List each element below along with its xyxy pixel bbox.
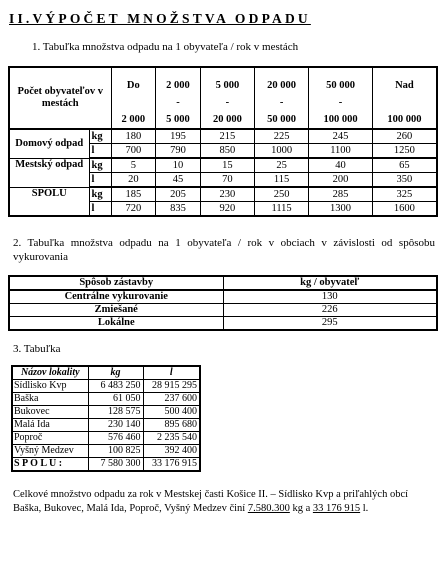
unit-cell: l — [89, 202, 111, 217]
value-cell: 215 — [200, 129, 254, 144]
l-value: 2 235 540 — [143, 432, 200, 445]
table-row — [12, 419, 200, 432]
l-value: 392 400 — [143, 445, 200, 458]
col-bottom: 100 000 — [323, 114, 358, 125]
value-cell: 225 — [254, 129, 308, 144]
locality-name: Sídlisko Kvp — [12, 380, 88, 393]
header-col-3 — [200, 67, 254, 129]
l-value: 500 400 — [143, 406, 200, 419]
row-label: Centrálne vykurovanie — [9, 290, 223, 304]
kg-value: 576 460 — [88, 432, 143, 445]
conclusion-text: Celkové množstvo odpadu za rok v Mestskej časti Košice II. – Sídlisko Kvp a priľahlých obcí Baška, Bukovec, Malá Ida, Poproč, Vyšný Medzev činí — [13, 489, 409, 514]
document-title: II.VÝPOČET MNOŽSTVA ODPADU — [9, 11, 311, 26]
table-waste-by-locality — [11, 365, 201, 472]
table-row — [12, 445, 200, 458]
value-cell: 1100 — [309, 144, 373, 159]
table-header-row — [9, 276, 437, 290]
row-group-label: Domový odpad — [9, 129, 89, 158]
row-label: Lokálne — [9, 317, 223, 331]
unit-cell: kg — [89, 158, 111, 173]
value-cell: 1000 — [254, 144, 308, 159]
header-label-cell — [9, 67, 111, 129]
col-top: 50 000 — [326, 80, 355, 91]
value-cell: 1250 — [372, 144, 437, 159]
value-cell: 185 — [111, 187, 156, 202]
conclusion-kg-unit: kg a — [289, 503, 313, 514]
value-cell: 1300 — [309, 202, 373, 217]
locality-name: Vyšný Medzev — [12, 445, 88, 458]
section-2-heading: 2. Tabuľka množstva odpadu na 1 obyvateľa / rok v obciach v závislosti od spôsobu vykurovania — [13, 237, 435, 263]
value-cell: 700 — [111, 144, 156, 159]
value-cell: 5 — [111, 158, 156, 173]
table-header-row — [12, 366, 200, 380]
table-waste-per-capita-cities — [8, 66, 438, 217]
col-top: 5 000 — [215, 80, 240, 91]
value-cell: 195 — [156, 129, 201, 144]
value-cell: 250 — [254, 187, 308, 202]
value-cell: 70 — [200, 173, 254, 188]
table-waste-by-heating — [8, 275, 438, 331]
table-row — [12, 432, 200, 445]
col-bottom: 20 000 — [212, 114, 242, 125]
value-cell: 15 — [200, 158, 254, 173]
col-dash: - — [225, 97, 230, 108]
column-header: kg / obyvateľ — [223, 276, 437, 290]
unit-cell: l — [89, 173, 111, 188]
value-cell: 230 — [200, 187, 254, 202]
column-header: Názov lokality — [12, 366, 88, 380]
col-top: 2 000 — [166, 80, 190, 91]
table-row — [9, 317, 437, 331]
kg-value: 230 140 — [88, 419, 143, 432]
value-cell: 1115 — [254, 202, 308, 217]
value-cell: 205 — [156, 187, 201, 202]
value-cell: 350 — [372, 173, 437, 188]
value-cell: 325 — [372, 187, 437, 202]
l-value: 895 680 — [143, 419, 200, 432]
conclusion-l-unit: l. — [360, 503, 369, 514]
column-header: kg — [88, 366, 143, 380]
header-col-6 — [372, 67, 437, 129]
locality-name: Malá Ida — [12, 419, 88, 432]
l-value: 28 915 295 — [143, 380, 200, 393]
table-row — [9, 290, 437, 304]
section-1-heading: 1. Tabuľka množstva odpadu na 1 obyvateľa / rok v mestách — [32, 41, 299, 53]
population-header: Počet obyvateľov v mestách — [17, 86, 103, 109]
col-dash: - — [176, 97, 180, 108]
value-cell: 180 — [111, 129, 156, 144]
value-cell: 835 — [156, 202, 201, 217]
kg-value: 128 575 — [88, 406, 143, 419]
value-cell: 790 — [156, 144, 201, 159]
col-bottom: 100 000 — [387, 114, 422, 125]
kg-value: 61 050 — [88, 393, 143, 406]
table-row — [12, 406, 200, 419]
col-bottom: 5 000 — [166, 114, 190, 125]
locality-name: Baška — [12, 393, 88, 406]
value-cell: 20 — [111, 173, 156, 188]
total-kg: 7 580 300 — [88, 458, 143, 472]
table-row — [9, 187, 437, 202]
value-cell: 45 — [156, 173, 201, 188]
table-row — [12, 380, 200, 393]
conclusion-l: 33 176 915 — [312, 503, 361, 514]
section-3-heading: 3. Tabuľka — [13, 343, 61, 355]
value-cell: 260 — [372, 129, 437, 144]
total-row — [12, 458, 200, 472]
value-cell: 65 — [372, 158, 437, 173]
value-cell: 1600 — [372, 202, 437, 217]
locality-name: Bukovec — [12, 406, 88, 419]
table-row — [9, 158, 437, 173]
unit-cell: kg — [89, 129, 111, 144]
value-cell: 295 — [223, 317, 437, 331]
col-top: Do — [126, 80, 140, 91]
row-group-label: SPOLU — [9, 187, 89, 216]
unit-cell: kg — [89, 187, 111, 202]
table-row — [9, 129, 437, 144]
value-cell: 245 — [309, 129, 373, 144]
column-header: Spôsob zástavby — [9, 276, 223, 290]
l-value: 237 600 — [143, 393, 200, 406]
table-header-row — [9, 67, 437, 129]
col-dash: - — [338, 97, 343, 108]
value-cell: 40 — [309, 158, 373, 173]
column-header: l — [143, 366, 200, 380]
value-cell: 920 — [200, 202, 254, 217]
value-cell: 115 — [254, 173, 308, 188]
header-col-2 — [156, 67, 201, 129]
col-bottom: 50 000 — [267, 114, 296, 125]
col-top: Nad — [395, 80, 414, 91]
header-col-5 — [309, 67, 373, 129]
col-top: 20 000 — [267, 80, 296, 91]
row-group-label: Mestský odpad — [9, 158, 89, 187]
table-row — [9, 304, 437, 317]
value-cell: 226 — [223, 304, 437, 317]
unit-cell: l — [89, 144, 111, 159]
header-col-4 — [254, 67, 308, 129]
header-col-1 — [111, 67, 156, 129]
row-label: Zmiešané — [9, 304, 223, 317]
total-l: 33 176 915 — [143, 458, 200, 472]
value-cell: 10 — [156, 158, 201, 173]
locality-name: Poproč — [12, 432, 88, 445]
col-dash: - — [279, 97, 284, 108]
table-row — [12, 393, 200, 406]
value-cell: 720 — [111, 202, 156, 217]
kg-value: 100 825 — [88, 445, 143, 458]
value-cell: 850 — [200, 144, 254, 159]
total-label: S P O L U : — [12, 458, 88, 472]
kg-value: 6 483 250 — [88, 380, 143, 393]
value-cell: 25 — [254, 158, 308, 173]
conclusion-kg: 7.580.300 — [247, 503, 290, 514]
col-bottom: 2 000 — [121, 114, 146, 125]
value-cell: 200 — [309, 173, 373, 188]
conclusion-paragraph — [13, 488, 438, 516]
value-cell: 285 — [309, 187, 373, 202]
value-cell: 130 — [223, 290, 437, 304]
